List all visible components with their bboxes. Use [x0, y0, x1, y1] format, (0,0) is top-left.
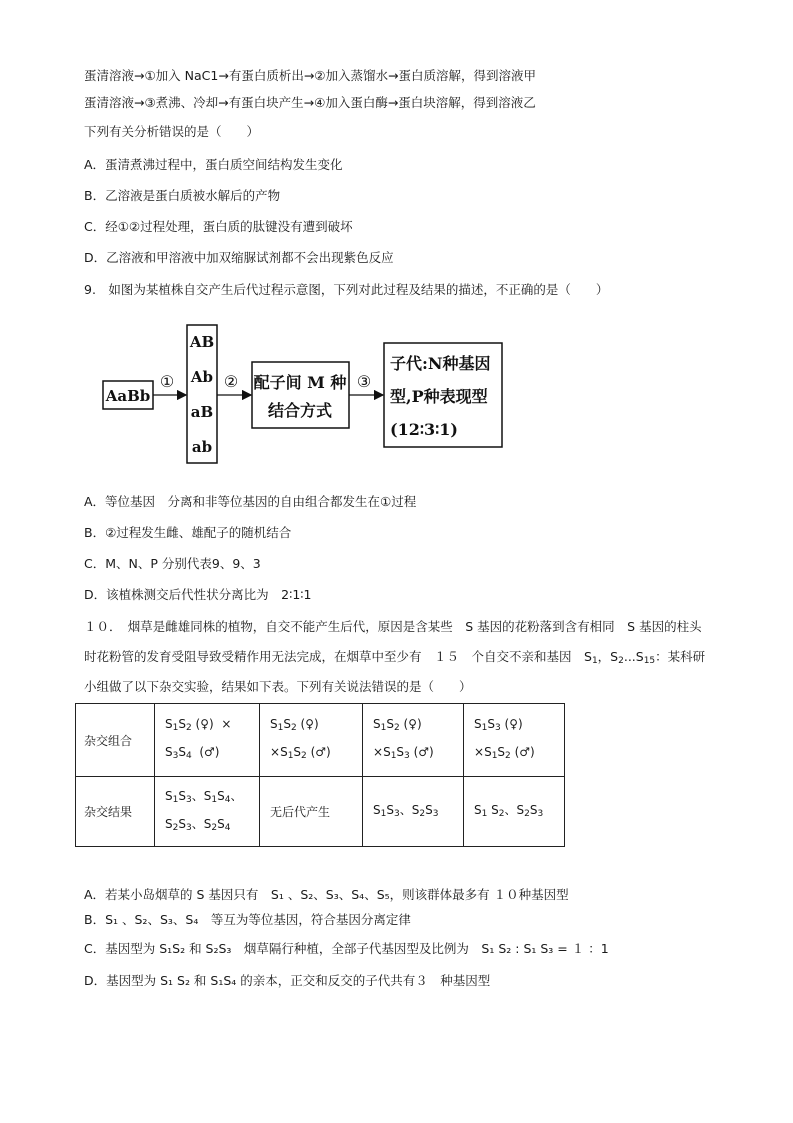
cross-cell: $S_1S_2$ (♀) $\times S_1S_3$ (♂) [363, 704, 464, 777]
q9-process-diagram [100, 320, 520, 470]
row-label-result: 杂交结果 [76, 777, 155, 847]
q8-option-c: C．经①②过程处理，蛋白质的肽键没有遭到破坏 [84, 219, 353, 234]
q10-stem-line-2: 时花粉管的发育受阻导致受精作用无法完成，在烟草中至少有 １５ 个自交不亲和基因 $S_1$，$S_2...S_{15}$：某科研 [84, 649, 706, 666]
table-row [76, 704, 565, 777]
step-2-label: ② [223, 372, 239, 391]
q8-option-a: A．蛋清煮沸过程中，蛋白质空间结构发生变化 [84, 157, 343, 172]
cross-cell: $S_1S_3$ (♀) $\times S_1S_2$ (♂) [464, 704, 565, 777]
q10-stem-line-1: １０． 烟草是雌雄同株的植物，自交不能产生后代，原因是含某些 S 基因的花粉落到含有相同 S 基因的柱头 [84, 619, 702, 634]
offspring-ratio: (12∶3∶1) [390, 420, 458, 439]
q9-option-c: C．M、N、P 分别代表9、9、3 [84, 556, 261, 571]
q9-option-d: D．该植株测交后代性状分离比为 2∶1∶1 [84, 587, 312, 602]
offspring-line-1: 子代:N种基因 [390, 354, 491, 373]
result-cell-no-offspring: 无后代产生 [260, 777, 363, 847]
row-label-cross: 杂交组合 [76, 704, 155, 777]
parent-genotype: AaBb [105, 387, 151, 405]
step-3-label: ③ [356, 372, 372, 391]
result-cell: $S_1S_3$、$S_2S_3$ [363, 777, 464, 847]
q8-process-line-1: 蛋清溶液→①加入 NaC1→有蛋白质析出→②加入蒸馏水→蛋白质溶解，得到溶液甲 [84, 68, 536, 83]
q9-stem: 9. 如图为某植株自交产生后代过程示意图，下列对此过程及结果的描述，不正确的是（ ） [84, 282, 609, 297]
cross-cell: $S_1S_2$ (♀) × $S_3S_4$ (♂) [155, 704, 260, 777]
combination-line-2: 结合方式 [267, 401, 333, 420]
cross-cell: $S_1S_2$ (♀) $\times S_1S_2$ (♂) [260, 704, 363, 777]
q8-option-d: D．乙溶液和甲溶液中加双缩脲试剂都不会出现紫色反应 [84, 250, 394, 265]
gamete-ab-lower-upper: aB [190, 403, 214, 421]
gamete-ab-mixed: Ab [190, 368, 214, 386]
cross-experiment-table [75, 703, 565, 847]
q10-option-d: D．基因型为 S₁ S₂ 和 S₁S₄ 的亲本，正交和反交的子代共有３ 种基因型 [84, 973, 491, 988]
q8-process-line-2: 蛋清溶液→③煮沸、冷却→有蛋白块产生→④加入蛋白酶→蛋白块溶解，得到溶液乙 [84, 95, 536, 110]
q9-option-a: A．等位基因 分离和非等位基因的自由组合都发生在①过程 [84, 494, 417, 509]
offspring-line-2: 型,P种表现型 [390, 387, 488, 406]
q10-stem-line-3: 小组做了以下杂交实验，结果如下表。下列有关说法错误的是（ ） [84, 679, 472, 694]
gamete-ab-upper: AB [189, 333, 215, 351]
result-cell: $S_1S_3$、$S_1S_4$、 $S_2S_3$、$S_2S_4$ [155, 777, 260, 847]
q10-option-c: C．基因型为 S₁S₂ 和 S₂S₃ 烟草隔行种植，全部子代基因型及比例为 S₁ S₂ : S₁ S₃ = １ ：1 [84, 941, 609, 956]
gamete-ab-lower: ab [191, 438, 213, 456]
table-row [76, 777, 565, 847]
q8-stem: 下列有关分析错误的是（ ） [84, 124, 260, 139]
q10-option-b: B．S₁ 、S₂、S₃、S₄ 等互为等位基因，符合基因分离定律 [84, 912, 411, 927]
combination-line-1: 配子间 M 种 [253, 373, 347, 392]
step-1-label: ① [159, 372, 175, 391]
q8-option-b: B．乙溶液是蛋白质被水解后的产物 [84, 188, 281, 203]
q9-option-b: B．②过程发生雌、雄配子的随机结合 [84, 525, 292, 540]
result-cell: $S_1$ $S_2$、$S_2S_3$ [464, 777, 565, 847]
q10-option-a: A．若某小岛烟草的 S 基因只有 S₁ 、S₂、S₃、S₄、S₅，则该群体最多有 １０种基因型 [84, 887, 569, 902]
